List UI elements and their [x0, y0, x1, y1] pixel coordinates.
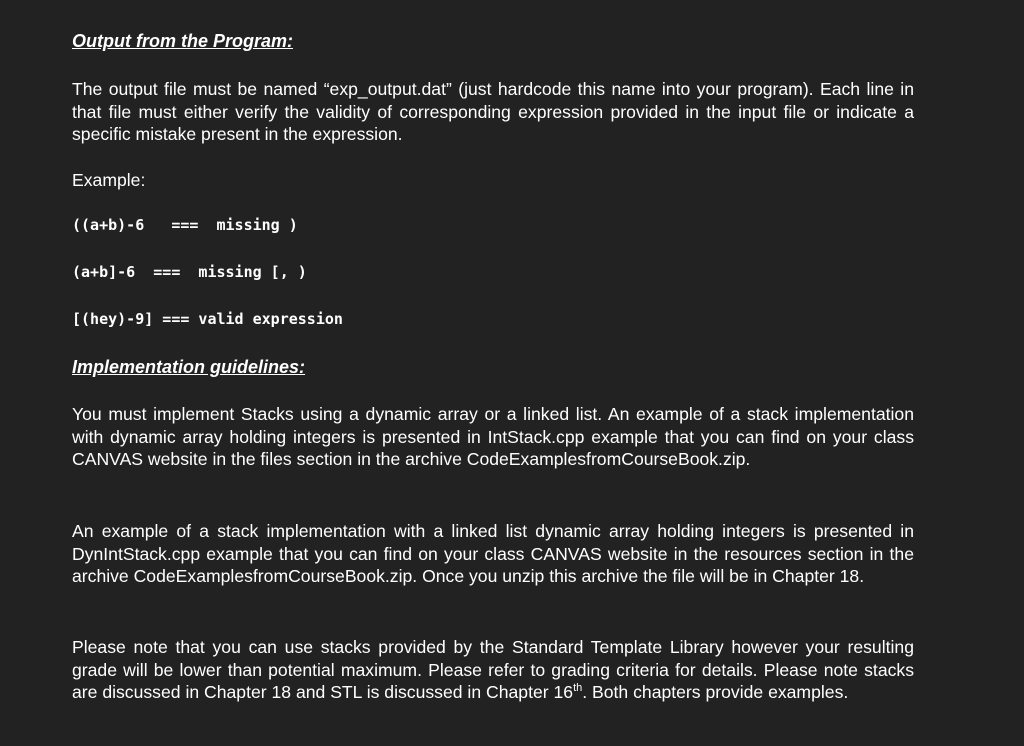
impl-paragraph-3-superscript: th	[573, 682, 583, 695]
heading-output-from-program: Output from the Program:	[72, 31, 293, 51]
example-line-3: [(hey)-9] === valid expression	[72, 310, 343, 328]
impl-paragraph-3-tail: . Both chapters provide examples.	[582, 682, 849, 703]
output-description-paragraph: The output file must be named “exp_output.dat” (just hardcode this name into your program). Each line in that file must either verify the validity of corresponding expression provided in the input file or indicate a specific mistake present in the expression.	[72, 79, 914, 145]
impl-paragraph-3	[72, 636, 914, 704]
example-line-1: ((a+b)-6 === missing )	[72, 216, 298, 234]
heading-implementation-guidelines: Implementation guidelines:	[72, 357, 306, 377]
impl-paragraph-3-main: Please note that you can use stacks provided by the Standard Template Library however your resulting grade will be lower than potential maximum. Please refer to grading criteria for details. Please note stacks are discussed in Chapter 18 and STL is discussed in Chapter 16	[72, 637, 914, 703]
impl-paragraph-2: An example of a stack implementation with a linked list dynamic array holding integers is presented in DynIntStack.cpp example that you can find on your class CANVAS website in the resources section in the archive CodeExamplesfromCourseBook.zip. Once you unzip this archive the file will be in Chapter 18.	[72, 521, 914, 587]
example-line-2: (a+b]-6 === missing [, )	[72, 263, 307, 281]
example-label: Example:	[72, 170, 146, 190]
impl-paragraph-1: You must implement Stacks using a dynamic array or a linked list. An example of a stack implementation with dynamic array holding integers is presented in IntStack.cpp example that you can find on your class CANVAS website in the files section in the archive CodeExamplesfromCourseBook.zip.	[72, 404, 914, 470]
